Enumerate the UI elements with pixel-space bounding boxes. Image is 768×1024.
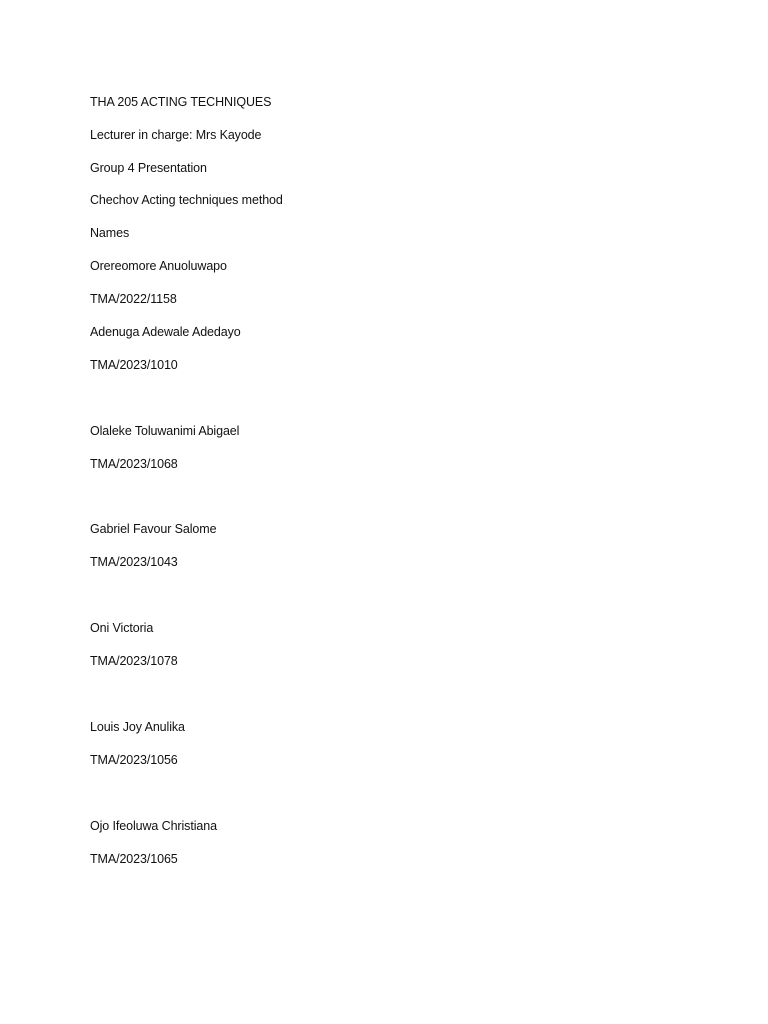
member-name: Olaleke Toluwanimi Abigael — [90, 424, 240, 438]
member-name: Oni Victoria — [90, 621, 154, 635]
member-name: Gabriel Favour Salome — [90, 522, 217, 536]
lecturer-line: Lecturer in charge: Mrs Kayode — [90, 128, 262, 142]
group-line: Group 4 Presentation — [90, 161, 207, 175]
member-name: Louis Joy Anulika — [90, 720, 185, 734]
member-id: TMA/2023/1010 — [90, 358, 178, 372]
topic-line: Chechov Acting techniques method — [90, 193, 283, 207]
member-name: Ojo Ifeoluwa Christiana — [90, 819, 217, 833]
member-id: TMA/2023/1068 — [90, 457, 178, 471]
member-id: TMA/2023/1043 — [90, 555, 178, 569]
course-title: THA 205 ACTING TECHNIQUES — [90, 95, 272, 109]
member-id: TMA/2023/1056 — [90, 753, 178, 767]
member-id: TMA/2022/1158 — [90, 292, 177, 306]
names-heading: Names — [90, 226, 130, 240]
member-id: TMA/2023/1065 — [90, 852, 178, 866]
member-name: Orereomore Anuoluwapo — [90, 259, 227, 273]
member-id: TMA/2023/1078 — [90, 654, 178, 668]
member-name: Adenuga Adewale Adedayo — [90, 325, 241, 339]
